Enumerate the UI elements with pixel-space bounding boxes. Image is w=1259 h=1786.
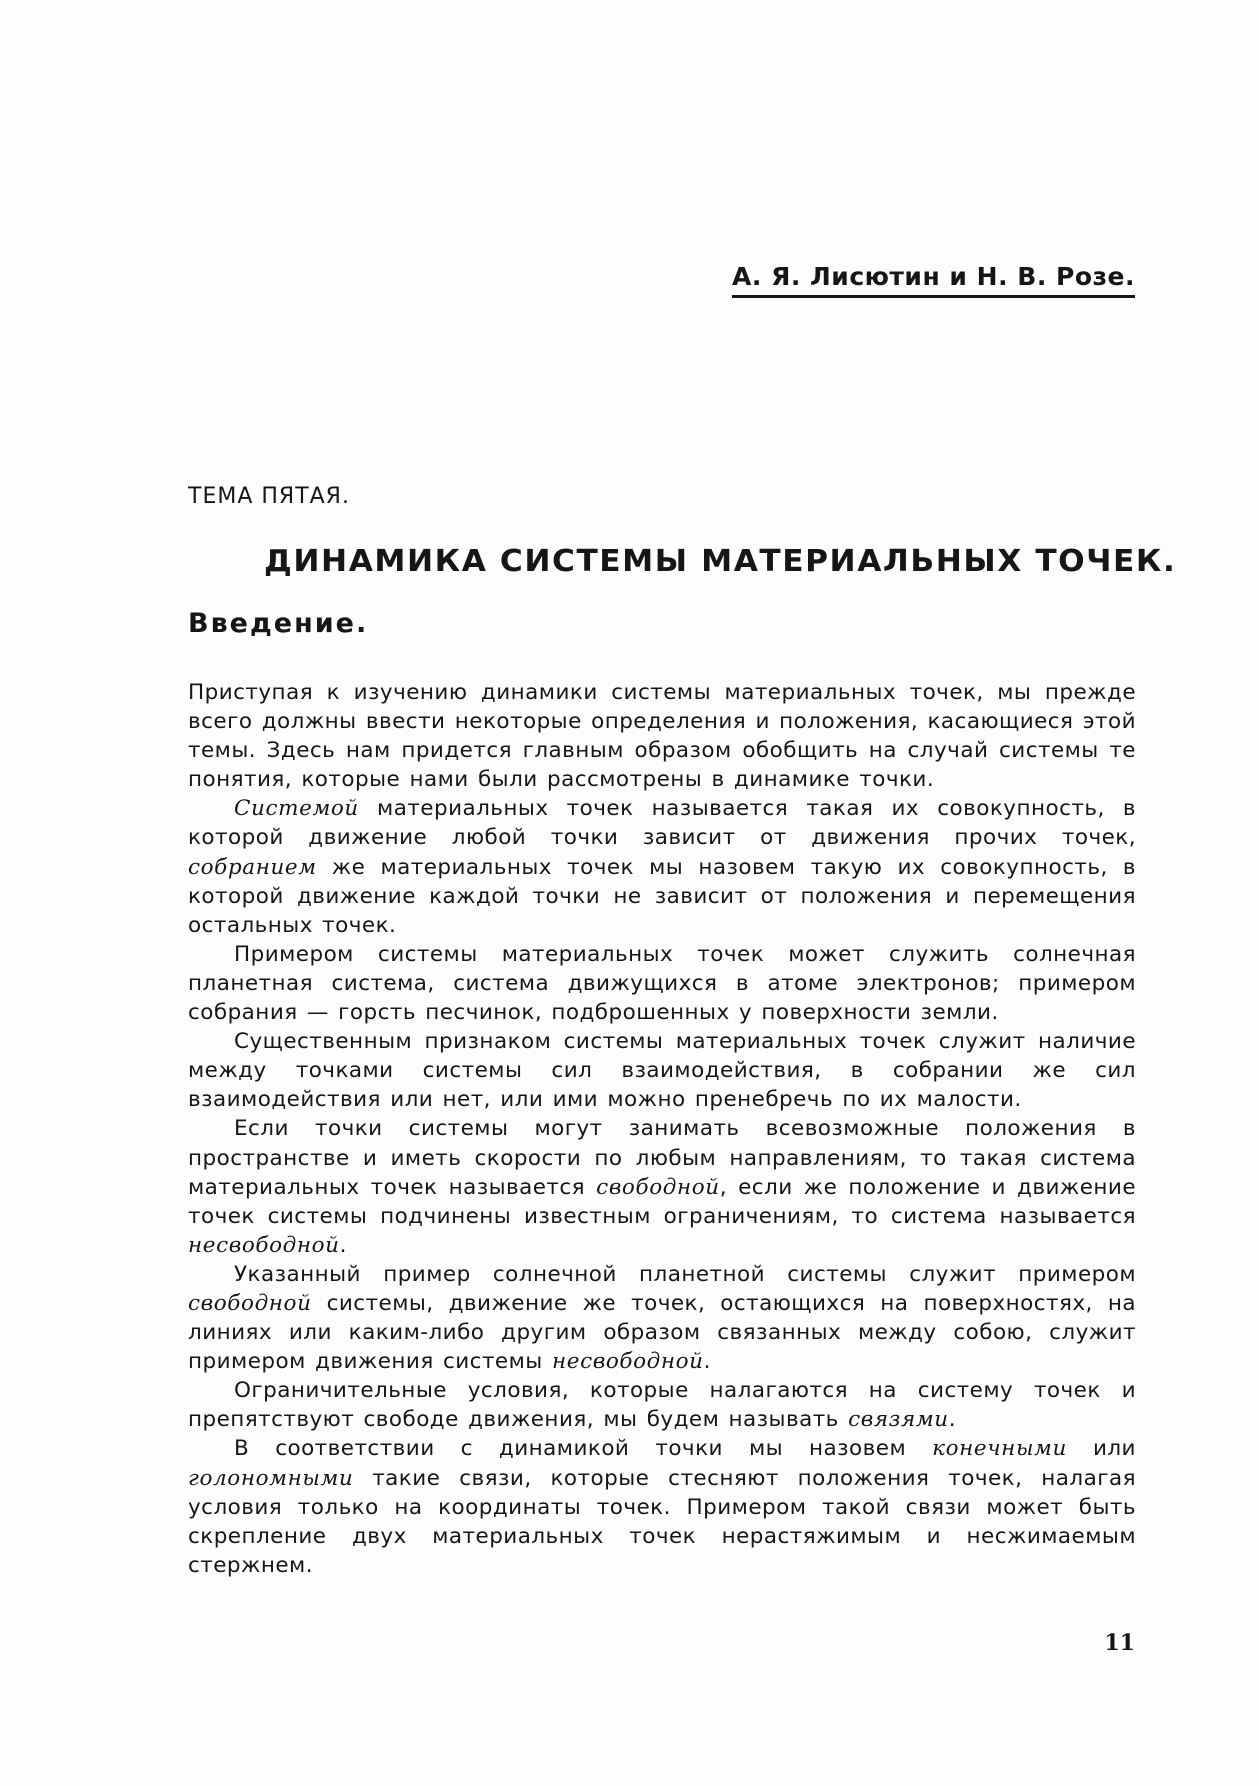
paragraph-text: системы, движение же точек, остающихся на поверхностях, на линиях или каким-либо другим образом связанных между собою, служит примером движения системы <box>188 1290 1136 1375</box>
body-text <box>188 678 1136 1580</box>
paragraph-text: же материальных точек мы назовем такую их совокупность, в которой движение каждой точки не зависит от положения и перемещения остальных точек. <box>188 854 1136 938</box>
paragraph-8 <box>188 1434 1136 1579</box>
term-collection: собранием <box>188 854 317 880</box>
paragraph-7 <box>188 1376 1136 1434</box>
term-constrained: несвободной <box>551 1349 704 1375</box>
topic-label: ТЕМА ПЯТАЯ. <box>188 484 350 509</box>
paragraph-4 <box>188 1027 1136 1114</box>
paragraph-3 <box>188 940 1136 1027</box>
paragraph-text: такие связи, которые стесняют положения точек, налагая условия только на координаты точек. Примером такой связи может быть скрепление двух материальных точек нерастяжимым и несжимаемым стержнем. <box>188 1465 1136 1578</box>
term-free: свободной <box>188 1290 312 1316</box>
paragraph-text: Существенным признаком системы материальных точек служит наличие между точками системы сил взаимодействия, в собрании же сил взаимодействия или нет, или ими можно пренебречь по их малости. <box>188 1029 1136 1113</box>
paragraph-text: . <box>703 1349 711 1375</box>
paragraph-text: Указанный пример солнечной планетной системы служит примером <box>234 1261 1136 1287</box>
paragraph-text: или <box>1066 1436 1136 1462</box>
term-finite: конечными <box>932 1436 1067 1462</box>
term-system: Системой <box>234 796 359 822</box>
paragraph-text: материальных точек называется такая их совокупность, в которой движение любой точки зависит от движения прочих точек, <box>188 796 1136 851</box>
term-constraints: связями <box>848 1407 949 1433</box>
paragraph-text: Ограничительные условия, которые налагаются на систему точек и препятствуют свободе движения, мы будем называть <box>188 1378 1136 1433</box>
term-holonomic: голономными <box>188 1465 354 1491</box>
paragraph-text: Если точки системы могут занимать всевозможные положения в пространстве и иметь скорости по любым направлениям, то такая система материальных точек называется <box>188 1116 1136 1200</box>
page-number: 11 <box>1104 1630 1135 1656</box>
paragraph-text: В соответствии с динамикой точки мы назовем <box>234 1436 933 1462</box>
section-heading: Введение. <box>188 608 369 639</box>
paragraph-6 <box>188 1260 1136 1376</box>
paragraph-text: . <box>339 1232 347 1258</box>
term-free: свободной <box>596 1174 720 1200</box>
term-constrained: несвободной <box>188 1232 340 1258</box>
paragraph-text: . <box>948 1407 957 1433</box>
paragraph-5 <box>188 1114 1136 1259</box>
paragraph-2 <box>188 794 1136 939</box>
paragraph-text: , если же положение и движение точек системы подчинены известным ограничениям, то система называется <box>188 1174 1136 1229</box>
paragraph-text: Приступая к изучению динамики системы материальных точек, мы прежде всего должны ввести некоторые определения и положения, касающиеся этой темы. Здесь нам придется главным образом обобщить на случай системы те понятия, которые нами были рассмотрены в динамике точки. <box>188 680 1136 793</box>
chapter-title: ДИНАМИКА СИСТЕМЫ МАТЕРИАЛЬНЫХ ТОЧЕК. <box>264 544 1177 579</box>
paragraph-text: Примером системы материальных точек может служить солнечная планетная система, система движущихся в атоме электронов; примером собрания — горсть песчинок, подброшенных у поверхности земли. <box>188 941 1136 1026</box>
authors-header: А. Я. Лисютин и Н. В. Розе. <box>732 262 1135 298</box>
paragraph-1 <box>188 678 1136 794</box>
